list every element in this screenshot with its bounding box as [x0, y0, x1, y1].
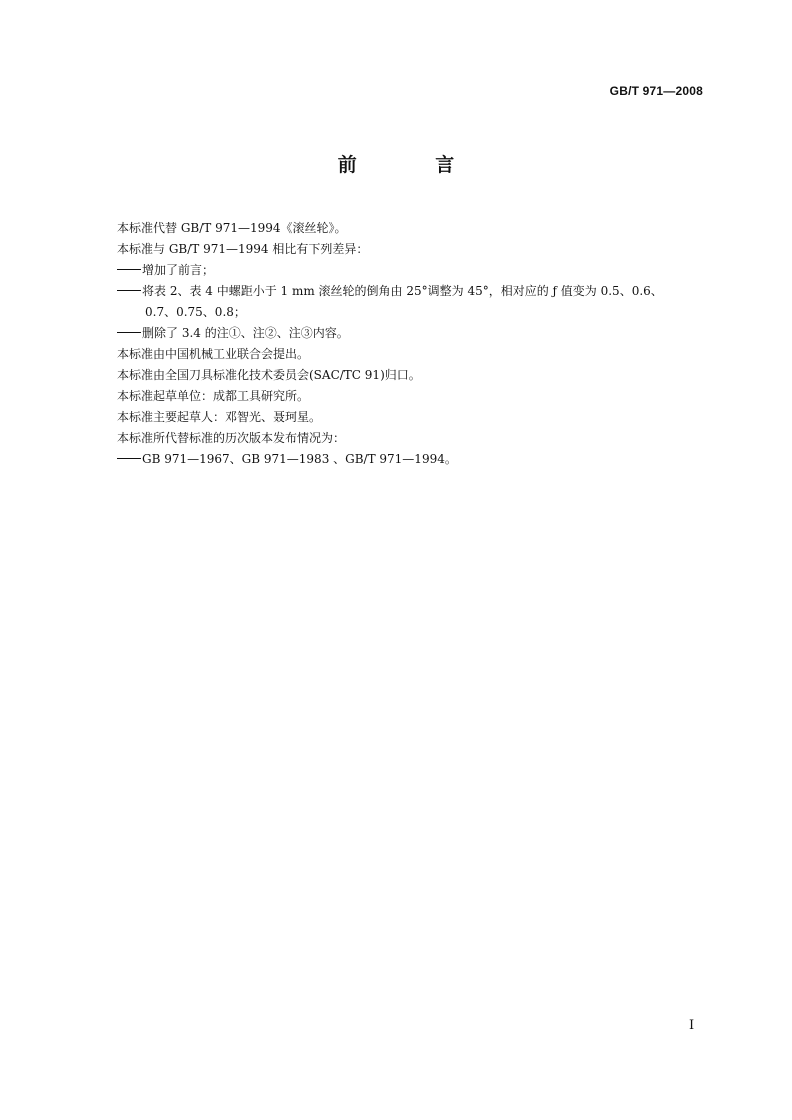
page-title: 前 言 [337, 154, 491, 176]
foreword-body [117, 218, 707, 470]
em-dash-marker [117, 290, 141, 292]
list-item-text: 将表 2、表 4 中螺距小于 1 mm 滚丝轮的倒角由 25°调整为 45°，相对应的 ƒ 值变为 0.5、0.6、 [142, 284, 663, 298]
paragraph-drafters: 本标准主要起草人：邓智光、聂珂星。 [117, 410, 322, 424]
paragraph-proposed-by: 本标准由中国机械工业联合会提出。 [117, 347, 310, 361]
standard-code: GB/T 971—2008 [609, 84, 703, 98]
list-item-text: GB 971—1967、GB 971—1983 、GB/T 971—1994。 [142, 452, 457, 466]
paragraph-differences-intro: 本标准与 GB/T 971—1994 相比有下列差异： [117, 242, 369, 256]
list-item-difference [117, 281, 707, 323]
list-item-text-continued: 0.7、0.75、0.8； [145, 305, 246, 319]
paragraph-history-intro: 本标准所代替标准的历次版本发布情况为： [117, 431, 346, 445]
list-item-history [117, 449, 707, 470]
em-dash-marker [117, 269, 141, 271]
list-item-difference [117, 260, 707, 281]
page-number: I [689, 1018, 695, 1033]
list-item-difference [117, 323, 707, 344]
paragraph-drafting-unit: 本标准起草单位：成都工具研究所。 [117, 389, 310, 403]
list-item-text: 增加了前言； [142, 263, 215, 277]
paragraph-centralized-by: 本标准由全国刀具标准化技术委员会(SAC/TC 91)归口。 [117, 368, 421, 382]
em-dash-marker [117, 332, 141, 334]
list-item-text: 删除了 3.4 的注①、注②、注③内容。 [142, 326, 349, 340]
paragraph-replaces: 本标准代替 GB/T 971—1994《滚丝轮》。 [117, 221, 347, 235]
em-dash-marker [117, 458, 141, 460]
